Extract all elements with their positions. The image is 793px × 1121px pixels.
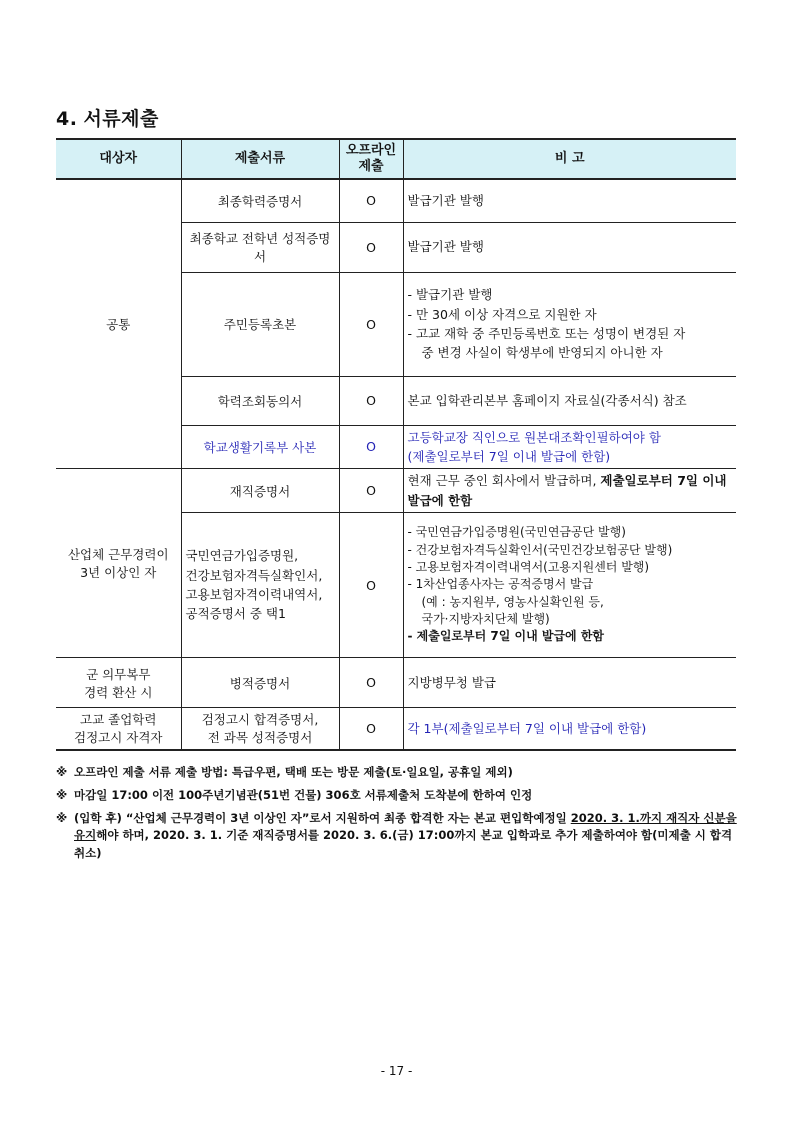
document-table	[56, 138, 736, 751]
doc-cell: 재직증명서	[181, 469, 339, 513]
header-document: 제출서류	[181, 139, 339, 179]
header-remarks: 비 고	[403, 139, 736, 179]
offline-cell: O	[339, 179, 403, 222]
note-text: (입학 후) “산업체 근무경력이 3년 이상인 자”로서 지원하여 최종 합격한 자는 본교 편입학예정일	[74, 810, 571, 825]
header-target: 대상자	[56, 139, 181, 179]
doc-cell: 주민등록초본	[181, 272, 339, 376]
section-heading	[56, 104, 159, 131]
remark-cell: 발급기관 발행	[403, 179, 736, 222]
offline-cell: O	[339, 708, 403, 750]
group-industry: 산업체 근무경력이 3년 이상인 자	[56, 469, 181, 658]
note-item	[56, 810, 746, 863]
note-marker: ※	[56, 810, 68, 825]
offline-cell: O	[339, 272, 403, 376]
table-header-row	[56, 139, 736, 179]
table-row	[56, 469, 736, 513]
note-underlined-text: 2020. 3. 1.까지 재직자 신분을 유지	[74, 810, 737, 843]
remark-cell: - 발급기관 발행 - 만 30세 이상 자격으로 지원한 자 - 고교 재학 중 주민등록번호 또는 성명이 변경된 자 중 변경 사실이 학생부에 반영되지 아니한 자	[403, 272, 736, 376]
note-text: 오프라인 제출 서류 제출 방법: 특급우편, 택배 또는 방문 제출(토·일요일, 공휴일 제외)	[74, 765, 513, 779]
table-row	[56, 658, 736, 708]
remark-cell: - 국민연금가입증명원(국민연금공단 발행) - 건강보험자격득실확인서(국민건강보험공단 발행) - 고용보험자격이력내역서(고용지원센터 발행) - 1차산업종사자는 공적증명서 발급 (예 : 농지원부, 영농사실확인원 등, 국가·지방자치단체 발행) - 제출일로부터 7일 이내 발급에 한함	[403, 513, 736, 658]
offline-cell: O	[339, 469, 403, 513]
note-text: 해야 하며, 2020. 3. 1. 기준 재직증명서를 2020. 3. 6.(금) 17:00까지 본교 입학과로 추가 제출하여야 함(미제출 시 합격 취소)	[74, 828, 733, 861]
remark-cell: 본교 입학관리본부 홈페이지 자료실(각종서식) 참조	[403, 376, 736, 425]
offline-cell: O	[339, 425, 403, 469]
remark-cell: 각 1부(제출일로부터 7일 이내 발급에 한함)	[403, 708, 736, 750]
remark-cell: 지방병무청 발급	[403, 658, 736, 708]
offline-cell: O	[339, 513, 403, 658]
doc-cell: 국민연금가입증명원, 건강보험자격득실확인서, 고용보험자격이력내역서, 공적증명서 중 택1	[181, 513, 339, 658]
section-title: 서류제출	[83, 108, 159, 130]
table-row	[56, 179, 736, 222]
header-offline: 오프라인 제출	[339, 139, 403, 179]
offline-cell: O	[339, 658, 403, 708]
doc-cell: 학교생활기록부 사본	[181, 425, 339, 469]
remark-cell: 현재 근무 중인 회사에서 발급하며, 제출일로부터 7일 이내 발급에 한함	[403, 469, 736, 513]
section-number: 4.	[56, 108, 78, 130]
note-item	[56, 764, 746, 782]
table-row	[56, 708, 736, 750]
offline-cell: O	[339, 222, 403, 272]
doc-cell: 검정고시 합격증명서, 전 과목 성적증명서	[181, 708, 339, 750]
group-military: 군 의무복무 경력 환산 시	[56, 658, 181, 708]
remark-cell: 발급기관 발행	[403, 222, 736, 272]
doc-cell: 병적증명서	[181, 658, 339, 708]
note-marker: ※	[56, 787, 68, 802]
doc-cell: 학력조회동의서	[181, 376, 339, 425]
note-item	[56, 787, 746, 805]
group-ged: 고교 졸업학력 검정고시 자격자	[56, 708, 181, 750]
doc-cell: 최종학력증명서	[181, 179, 339, 222]
notes-section	[56, 764, 746, 868]
group-common: 공통	[56, 179, 181, 469]
note-marker: ※	[56, 765, 68, 779]
offline-cell: O	[339, 376, 403, 425]
note-text: 마감일 17:00 이전 100주년기념관(51번 건물) 306호 서류제출처 도착분에 한하여 인정	[74, 787, 533, 802]
remark-cell: 고등학교장 직인으로 원본대조확인필하여야 함 (제출일로부터 7일 이내 발급에 한함)	[403, 425, 736, 469]
page-number: - 17 -	[380, 1064, 413, 1078]
doc-cell: 최종학교 전학년 성적증명서	[181, 222, 339, 272]
